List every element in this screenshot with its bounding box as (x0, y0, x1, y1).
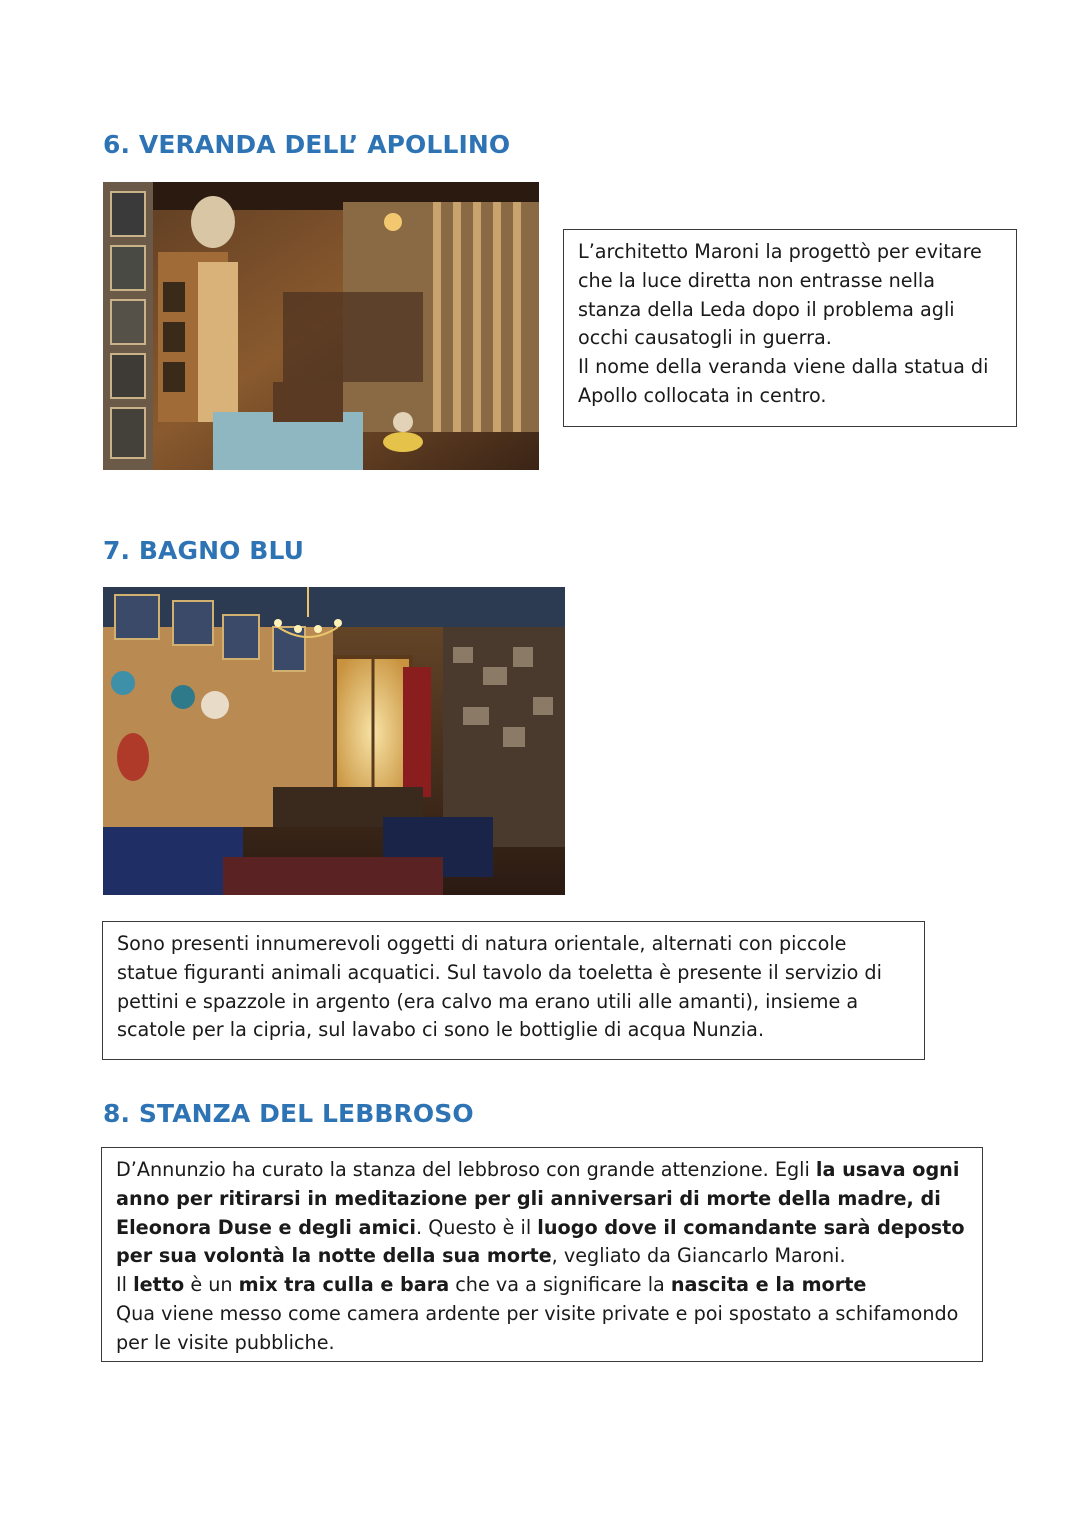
section-heading-bagno-blu: 7. BAGNO BLU (103, 536, 304, 565)
section-heading-veranda: 6. VERANDA DELL’ APOLLINO (103, 130, 511, 159)
section-heading-lebbroso: 8. STANZA DEL LEBBROSO (103, 1099, 474, 1128)
bagno-blu-paragraph: Sono presenti innumerevoli oggetti di natura orientale, alternati con piccole statue figuranti animali acquatici. Sul tavolo da toeletta è presente il servizio di pettini e spazzole in argento (era calvo ma erano utili alle amanti), insieme a scatole per la cipria, sul lavabo ci sono le bottiglie di acqua Nunzia. (117, 932, 882, 1042)
lebbroso-description-box (101, 1147, 983, 1362)
veranda-paragraph-1: L’architetto Maroni la progettò per evitare che la luce diretta non entrasse nella stanza della Leda dopo il problema agli occhi causatogli in guerra. (578, 240, 982, 350)
bagno-blu-photo (103, 587, 565, 895)
lebbroso-paragraph-3: Qua viene messo come camera ardente per visite private e poi spostato a schifamondo per le visite pubbliche. (116, 1301, 959, 1354)
lebbroso-paragraph-1: D’Annunzio ha curato la stanza del lebbroso con grande attenzione. Egli la usava ogni anno per ritirarsi in meditazione per gli anniversari di morte della madre, di Eleonora Duse e degli amici. Questo è il luogo dove il comandante sarà deposto per sua volontà la notte della sua morte, vegliato da Giancarlo Maroni. (116, 1158, 965, 1268)
bagno-blu-description-box (102, 921, 925, 1060)
lebbroso-paragraph-2: Il letto è un mix tra culla e bara che va a significare la nascita e la morte (116, 1273, 867, 1297)
veranda-apollino-photo (103, 182, 539, 470)
veranda-description-box (563, 229, 1017, 427)
veranda-paragraph-2: Il nome della veranda viene dalla statua di Apollo collocata in centro. (578, 355, 989, 407)
